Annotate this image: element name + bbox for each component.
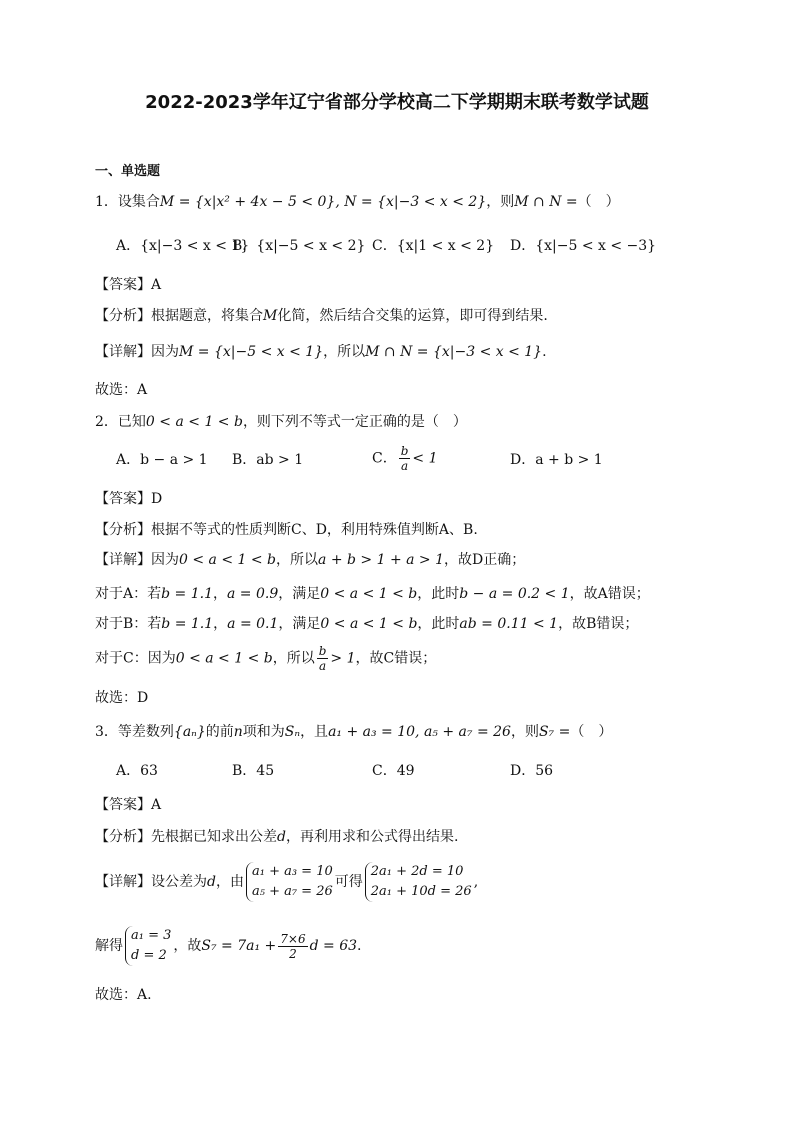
equation-system-given: a₁ + a₃ = 10 a₅ + a₇ = 26 xyxy=(246,862,333,902)
q2-answer: 【答案】D xyxy=(95,491,163,507)
q3-answer: 【答案】A xyxy=(95,797,162,813)
q1-answer: 【答案】A xyxy=(95,277,162,293)
q3-analysis: 【分析】先根据已知求出公差d，再利用求和公式得出结果. xyxy=(95,829,459,845)
q2-case-b: 对于B：若b = 1.1，a = 0.1，满足0 < a < 1 < b，此时ab = 0.11 < 1，故B错误； xyxy=(95,616,639,632)
q3-conclusion: 故选：A. xyxy=(95,987,152,1003)
q1-option-d: D．{x|−5 < x < −3} xyxy=(510,238,657,254)
q1-option-c: C．{x|1 < x < 2} xyxy=(372,238,495,254)
q2-case-a: 对于A：若b = 1.1，a = 0.9，满足0 < a < 1 < b，此时b − a = 0.2 < 1，故A错误； xyxy=(95,586,650,602)
q1-conclusion: 故选：A xyxy=(95,382,148,398)
question-3-stem: 3．等差数列{aₙ}的前n项和为Sₙ，且a₁ + a₃ = 10, a₅ + a₇ = 26，则S₇ =（ ） xyxy=(95,724,613,740)
q2-conclusion: 故选：D xyxy=(95,690,149,706)
q1-option-b: B．{x|−5 < x < 2} xyxy=(232,238,366,254)
q3-option-c: C．49 xyxy=(372,763,415,779)
equation-system-derived: 2a₁ + 2d = 10 2a₁ + 10d = 26 xyxy=(365,862,472,902)
q2-case-c: 对于C：因为0 < a < 1 < b，所以 $\frac{b}{a}$ > 1，故C错误； xyxy=(95,644,437,673)
question-1-stem: 1．设集合M = {x|x² + 4x − 5 < 0}, N = {x|−3 < x < 2}，则M ∩ N =（ ） xyxy=(95,194,620,210)
q2-analysis: 【分析】根据不等式的性质判断C、D，利用特殊值判断A、B. xyxy=(95,522,478,538)
q2-option-c: C． $\frac{b}{a}$ < 1 xyxy=(372,444,438,473)
q1-option-a: A．{x|−3 < x < 1} xyxy=(116,238,250,254)
q3-detail: 【详解】设公差为d，由 a₁ + a₃ = 10 a₅ + a₇ = 26 可得 2a₁ + 2d = 10 2a₁ + 10d = 26 , xyxy=(95,862,478,902)
q2-option-d: D．a + b > 1 xyxy=(510,452,603,468)
q2-detail: 【详解】因为0 < a < 1 < b，所以a + b > 1 + a > 1，故D正确； xyxy=(95,552,526,568)
q3-solve: 解得 a₁ = 3 d = 2 ，故S₇ = 7a₁ + $\frac{7\times 6}{2}$ d = 63. xyxy=(95,926,361,966)
q3-option-b: B．45 xyxy=(232,763,275,779)
question-2-stem: 2．已知0 < a < 1 < b，则下列不等式一定正确的是（ ） xyxy=(95,414,467,430)
q2-option-b: B．ab > 1 xyxy=(232,452,304,468)
equation-system-solution: a₁ = 3 d = 2 xyxy=(125,926,171,966)
q3-option-d: D．56 xyxy=(510,763,554,779)
q1-analysis: 【分析】根据题意，将集合M化简，然后结合交集的运算，即可得到结果. xyxy=(95,308,548,324)
q2-option-a: A．b − a > 1 xyxy=(116,452,208,468)
page-title: 2022-2023学年辽宁省部分学校高二下学期期末联考数学试题 xyxy=(145,92,649,113)
q3-option-a: A．63 xyxy=(116,763,158,779)
section-heading: 一、单选题 xyxy=(95,164,161,179)
q1-detail: 【详解】因为M = {x|−5 < x < 1}，所以M ∩ N = {x|−3 < x < 1}. xyxy=(95,344,547,360)
